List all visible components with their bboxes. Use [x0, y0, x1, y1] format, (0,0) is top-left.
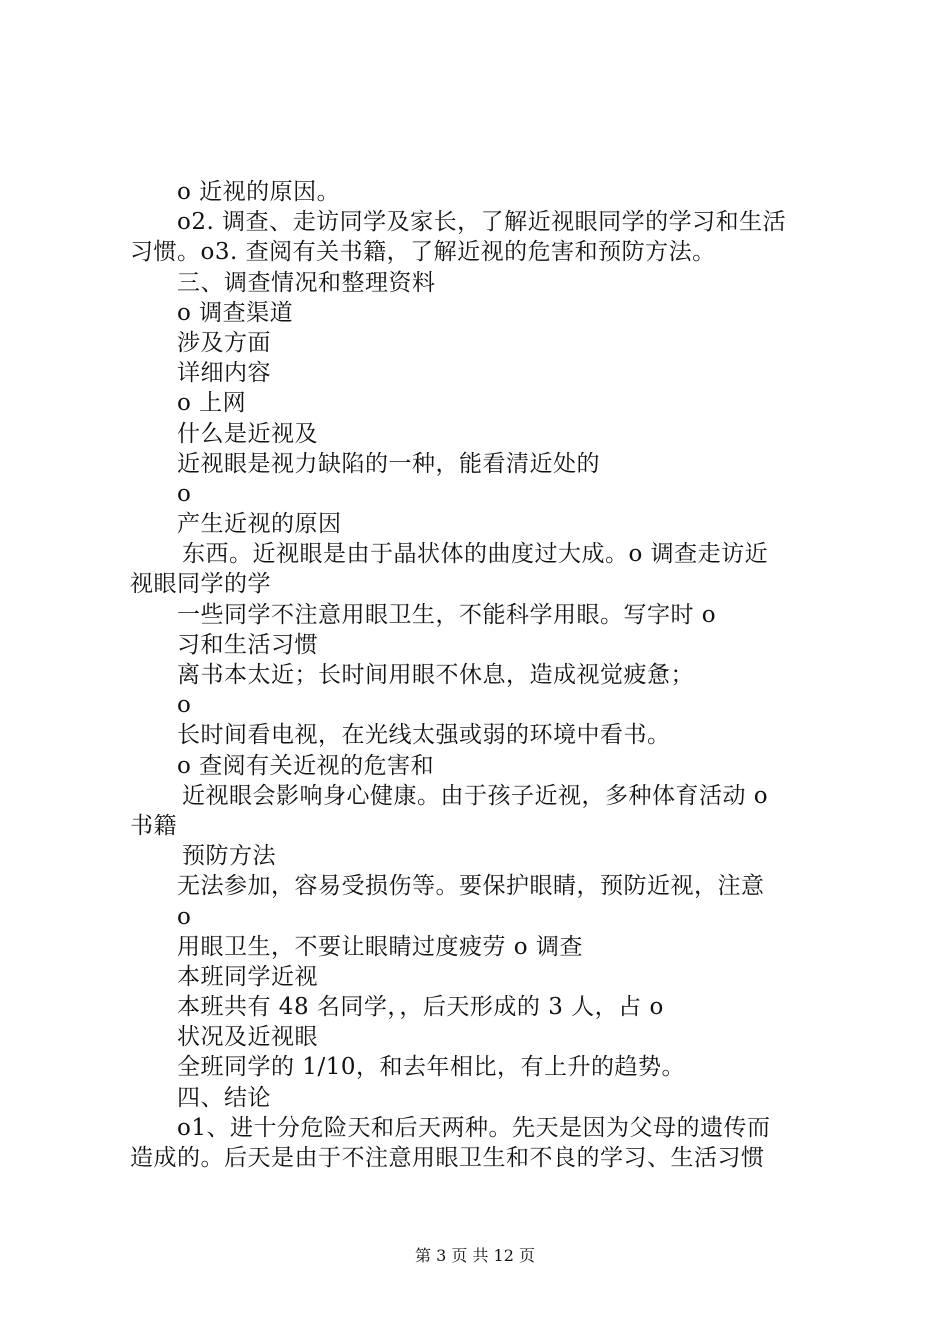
text-line: 什么是近视及: [177, 420, 318, 447]
text-line: 详细内容: [177, 360, 271, 387]
text-line: o: [177, 903, 192, 930]
text-line: 无法参加，容易受损伤等。要保护眼睛，预防近视，注意: [177, 873, 765, 900]
text-line: 近视眼会影响身心健康。由于孩子近视，多种体育活动 o: [182, 782, 769, 809]
text-line: o 上网: [177, 390, 247, 417]
text-line: 近视眼是视力缺陷的一种，能看清近处的: [177, 450, 600, 477]
text-line: 一些同学不注意用眼卫生，不能科学用眼。写字时 o: [177, 601, 717, 628]
text-line: 造成的。后天是由于不注意用眼卫生和不良的学习、生活习惯: [130, 1145, 765, 1171]
text-line: 四、结论: [177, 1084, 271, 1111]
text-line: o 近视的原因。: [177, 179, 341, 205]
text-line: 本班同学近视: [177, 963, 318, 990]
text-line: 三、调查情况和整理资料: [177, 269, 436, 296]
text-line: 习和生活习惯: [177, 631, 318, 658]
text-line: o 查阅有关近视的危害和: [177, 752, 435, 779]
text-line: 长时间看电视，在光线太强或弱的环境中看书。: [177, 722, 671, 749]
text-line: 全班同学的 1/10，和去年相比，有上升的趋势。: [177, 1054, 685, 1081]
text-line: 预防方法: [182, 843, 276, 870]
text-line: 本班共有 48 名同学，，后天形成的 3 人，占 o: [177, 994, 664, 1021]
page-footer: 第 3 页 共 12 页: [415, 1246, 535, 1265]
text-line: 产生近视的原因: [177, 511, 342, 538]
body-text: [130, 177, 830, 1173]
text-line: o 调查渠道: [177, 299, 294, 326]
text-line: 视眼同学的学: [130, 571, 271, 598]
text-line: o1、进十分危险天和后天两种。先天是因为父母的遗传而: [177, 1114, 771, 1141]
text-line: 离书本太近；长时间用眼不休息，造成视觉疲惫；: [177, 662, 694, 688]
text-line: 涉及方面: [177, 329, 271, 356]
text-line: o: [177, 480, 192, 507]
text-line: 状况及近视眼: [177, 1024, 318, 1051]
text-line: 书籍: [130, 812, 177, 839]
text-line: 用眼卫生，不要让眼睛过度疲劳 o 调查: [177, 933, 583, 960]
text-line: o: [177, 692, 192, 719]
text-line: 东西。近视眼是由于晶状体的曲度过大成。o 调查走访近: [182, 541, 769, 568]
text-line: o2. 调查、走访同学及家长，了解近视眼同学的学习和生活: [177, 209, 787, 236]
text-line: 习惯。o3. 查阅有关书籍，了解近视的危害和预防方法。: [130, 239, 716, 266]
